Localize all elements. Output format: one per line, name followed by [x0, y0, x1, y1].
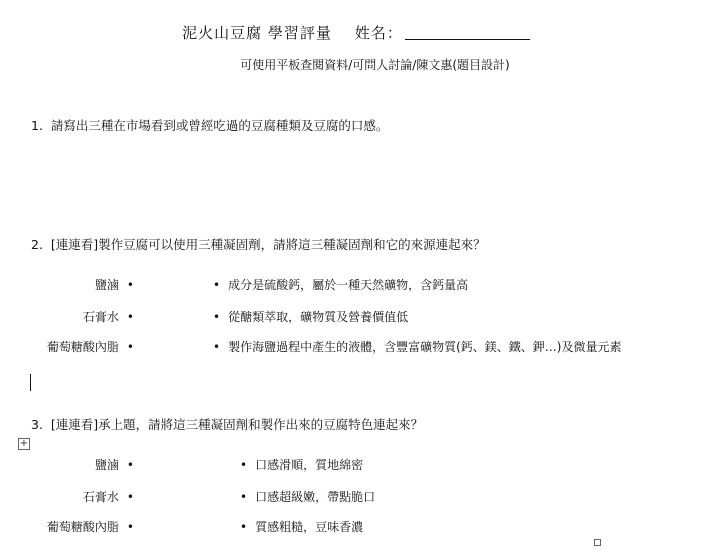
page-subtitle: 可使用平板查閱資料/可問人討論/陳文惠(題目設計) [240, 58, 510, 72]
q3-right-item-2: • 口感超級嫩，帶點脆口 [240, 490, 376, 504]
question-text: [連連看]製作豆腐可以使用三種凝固劑，請將這三種凝固劑和它的來源連起來？ [50, 237, 486, 252]
q2-left-item-1: 鹽滷 • [94, 278, 134, 292]
q2-right-item-2: • 從醣類萃取，礦物質及營養價值低 [213, 310, 409, 324]
question-text: [連連看]承上題，請將這三種凝固劑和製作出來的豆腐特色連起來？ [50, 417, 424, 432]
question-number: 2. [31, 237, 43, 252]
name-label: 姓名： [354, 24, 403, 42]
bullet-icon: • [126, 340, 134, 354]
bullet-icon: • [240, 490, 248, 504]
q2-left-item-3: 葡萄糖酸內脂 • [46, 340, 134, 354]
q3-left-item-2: 石膏水 • [82, 490, 134, 504]
q2-right-item-1: • 成分是硫酸鈣，屬於一種天然礦物，含鈣量高 [213, 278, 469, 292]
q2-right-item-3: • 製作海鹽過程中產生的液體，含豐富礦物質(鈣、鎂、鐵、鉀…)及微量元素 [213, 340, 622, 354]
resize-handle-icon[interactable] [594, 539, 601, 546]
page-title [0, 22, 712, 43]
bullet-icon: • [240, 458, 248, 472]
bullet-icon: • [213, 310, 221, 324]
q3-left-item-3: 葡萄糖酸內脂 • [46, 520, 134, 534]
q3-right-item-1: • 口感滑順，質地綿密 [240, 458, 364, 472]
bullet-icon: • [126, 278, 134, 292]
q3-right-item-3: • 質感粗糙，豆味香濃 [240, 520, 364, 534]
title-text: 泥火山豆腐 學習評量 [182, 24, 332, 42]
question-number: 3. [31, 417, 43, 432]
bullet-icon: • [126, 490, 134, 504]
text-cursor [30, 374, 31, 391]
name-blank-line[interactable] [405, 25, 530, 40]
bullet-icon: • [126, 310, 134, 324]
question-2 [31, 235, 486, 253]
question-text: 請寫出三種在市場看到或曾經吃過的豆腐種類及豆腐的口感。 [50, 118, 389, 133]
question-3 [31, 415, 423, 433]
bullet-icon: • [213, 340, 221, 354]
bullet-icon: • [126, 520, 134, 534]
bullet-icon: • [126, 458, 134, 472]
bullet-icon: • [240, 520, 248, 534]
question-number: 1. [31, 118, 43, 133]
question-1 [31, 116, 388, 134]
q2-left-item-2: 石膏水 • [82, 310, 134, 324]
bullet-icon: • [213, 278, 221, 292]
move-icon[interactable]: + [19, 438, 29, 449]
q3-left-item-1: 鹽滷 • [94, 458, 134, 472]
